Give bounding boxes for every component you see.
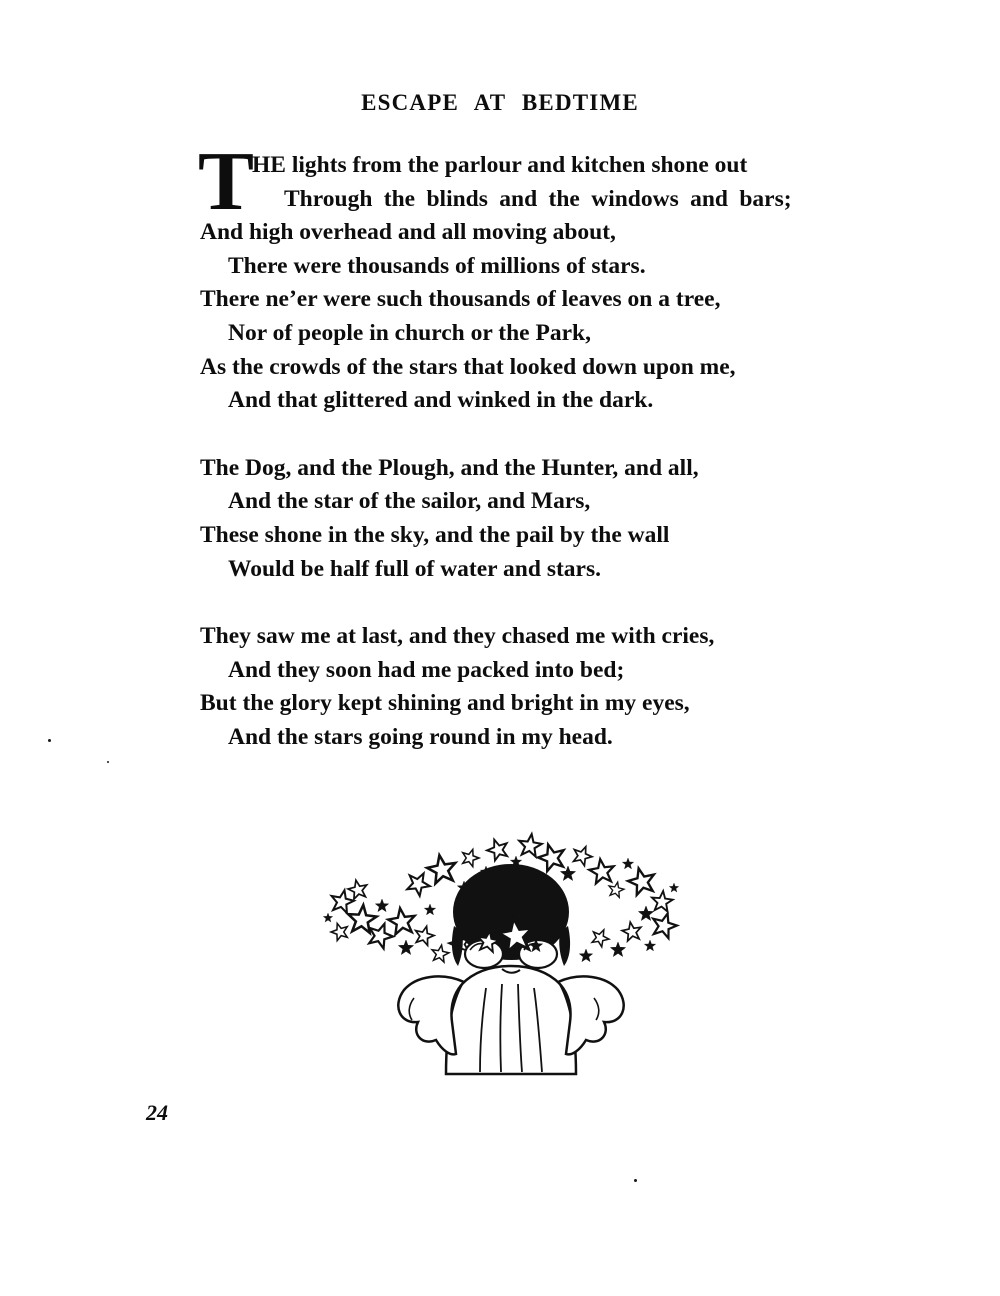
drop-cap: T bbox=[198, 135, 255, 228]
illustration-child-with-stars bbox=[318, 826, 690, 1076]
child-figure bbox=[398, 864, 623, 1074]
poem-line: Would be half full of water and stars. bbox=[228, 555, 601, 582]
poem-line: But the glory kept shining and bright in my eyes, bbox=[200, 690, 690, 717]
scan-speck bbox=[634, 1179, 637, 1182]
poem-line: And the star of the sailor, and Mars, bbox=[228, 488, 591, 515]
poem-line: And the stars going round in my head. bbox=[228, 723, 613, 750]
poem-stanza-3 bbox=[200, 620, 880, 754]
poem-line: And they soon had me packed into bed; bbox=[228, 656, 625, 683]
poem-line: As the crowds of the stars that looked down upon me, bbox=[200, 353, 736, 380]
poem bbox=[198, 135, 880, 755]
poem-line: Through the blinds and the windows and bars; bbox=[284, 185, 792, 212]
scan-speck bbox=[107, 761, 109, 763]
poem-line: And that glittered and winked in the dark. bbox=[228, 387, 654, 414]
poem-line: There ne’er were such thousands of leaves on a tree, bbox=[200, 286, 721, 313]
poem-stanza-1 bbox=[198, 135, 880, 418]
poem-line: They saw me at last, and they chased me with cries, bbox=[200, 623, 715, 650]
poem-line: There were thousands of millions of stars. bbox=[228, 252, 646, 279]
poem-line: And high overhead and all moving about, bbox=[200, 219, 616, 246]
poem-line: Nor of people in church or the Park, bbox=[228, 319, 591, 346]
poem-stanza-2 bbox=[200, 452, 880, 586]
page-number: 24 bbox=[146, 1100, 168, 1125]
scan-speck bbox=[48, 739, 51, 742]
poem-title: ESCAPE AT BEDTIME bbox=[361, 90, 639, 115]
poem-line: HE lights from the parlour and kitchen shone out bbox=[252, 152, 748, 178]
poem-line: These shone in the sky, and the pail by the wall bbox=[200, 521, 670, 548]
poem-line: The Dog, and the Plough, and the Hunter, and all, bbox=[200, 454, 699, 481]
